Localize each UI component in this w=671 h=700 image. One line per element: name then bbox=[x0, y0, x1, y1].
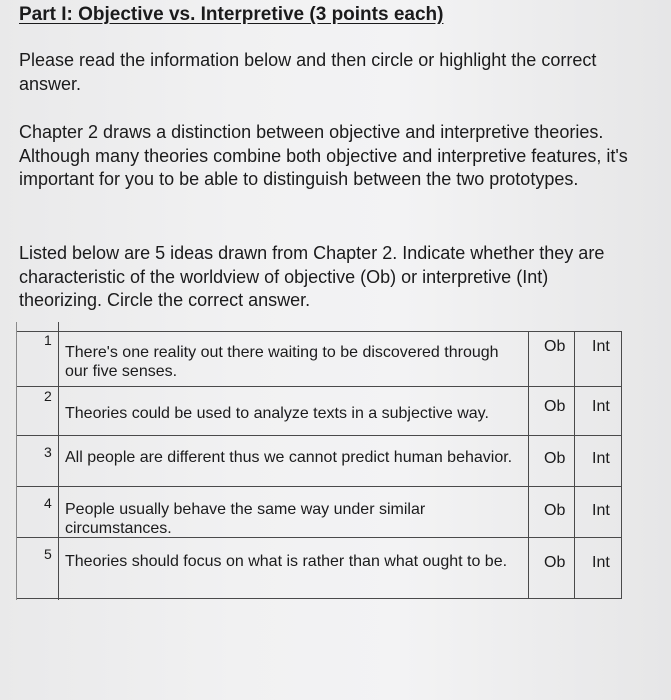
option-int[interactable]: Int bbox=[592, 502, 610, 519]
option-int[interactable]: Int bbox=[592, 554, 610, 571]
table-border-top bbox=[16, 331, 621, 332]
question-number: 4 bbox=[44, 495, 52, 511]
question-number: 5 bbox=[44, 546, 52, 562]
option-ob[interactable]: Ob bbox=[544, 502, 566, 519]
question-text: There's one reality out there waiting to be discovered through our five senses. bbox=[65, 344, 499, 380]
question-number: 3 bbox=[44, 444, 52, 460]
table-row-divider bbox=[16, 435, 621, 436]
question-number: 1 bbox=[44, 332, 52, 348]
option-ob[interactable]: Ob bbox=[544, 450, 566, 467]
part-heading: Part I: Objective vs. Interpretive (3 points each) bbox=[19, 4, 444, 25]
table-border-bottom bbox=[16, 598, 621, 599]
question-text: Theories should focus on what is rather than what ought to be. bbox=[65, 553, 508, 570]
question-text: All people are different thus we cannot predict human behavior. bbox=[65, 449, 513, 466]
table-border-left bbox=[16, 322, 17, 600]
option-column-divider bbox=[574, 331, 575, 599]
option-int[interactable]: Int bbox=[592, 450, 610, 467]
option-ob[interactable]: Ob bbox=[544, 554, 566, 571]
table-border-right bbox=[621, 331, 622, 599]
question-text: People usually behave the same way under similar circumstances. bbox=[65, 501, 426, 537]
question-text: Theories could be used to analyze texts in a subjective way. bbox=[65, 405, 489, 422]
option-int[interactable]: Int bbox=[592, 398, 610, 415]
answer-column-divider bbox=[528, 331, 529, 599]
table-row-divider bbox=[16, 386, 621, 387]
instructions-paragraph: Please read the information below and then circle or highlight the correct answer. bbox=[19, 50, 597, 94]
task-paragraph: Listed below are 5 ideas drawn from Chapter 2. Indicate whether they are characteristic of the worldview of objective (Ob) or interpretive (Int) theorizing. Circle the correct answer. bbox=[19, 243, 605, 310]
table-row-divider bbox=[16, 486, 621, 487]
option-int[interactable]: Int bbox=[592, 338, 610, 355]
question-number: 2 bbox=[44, 388, 52, 404]
number-column-divider bbox=[58, 322, 59, 600]
option-ob[interactable]: Ob bbox=[544, 398, 566, 415]
option-ob[interactable]: Ob bbox=[544, 338, 566, 355]
intro-paragraph: Chapter 2 draws a distinction between objective and interpretive theories. Although many theories combine both objective and interpretive features, it's important for you to be able to distinguish between the two prototypes. bbox=[19, 122, 628, 189]
